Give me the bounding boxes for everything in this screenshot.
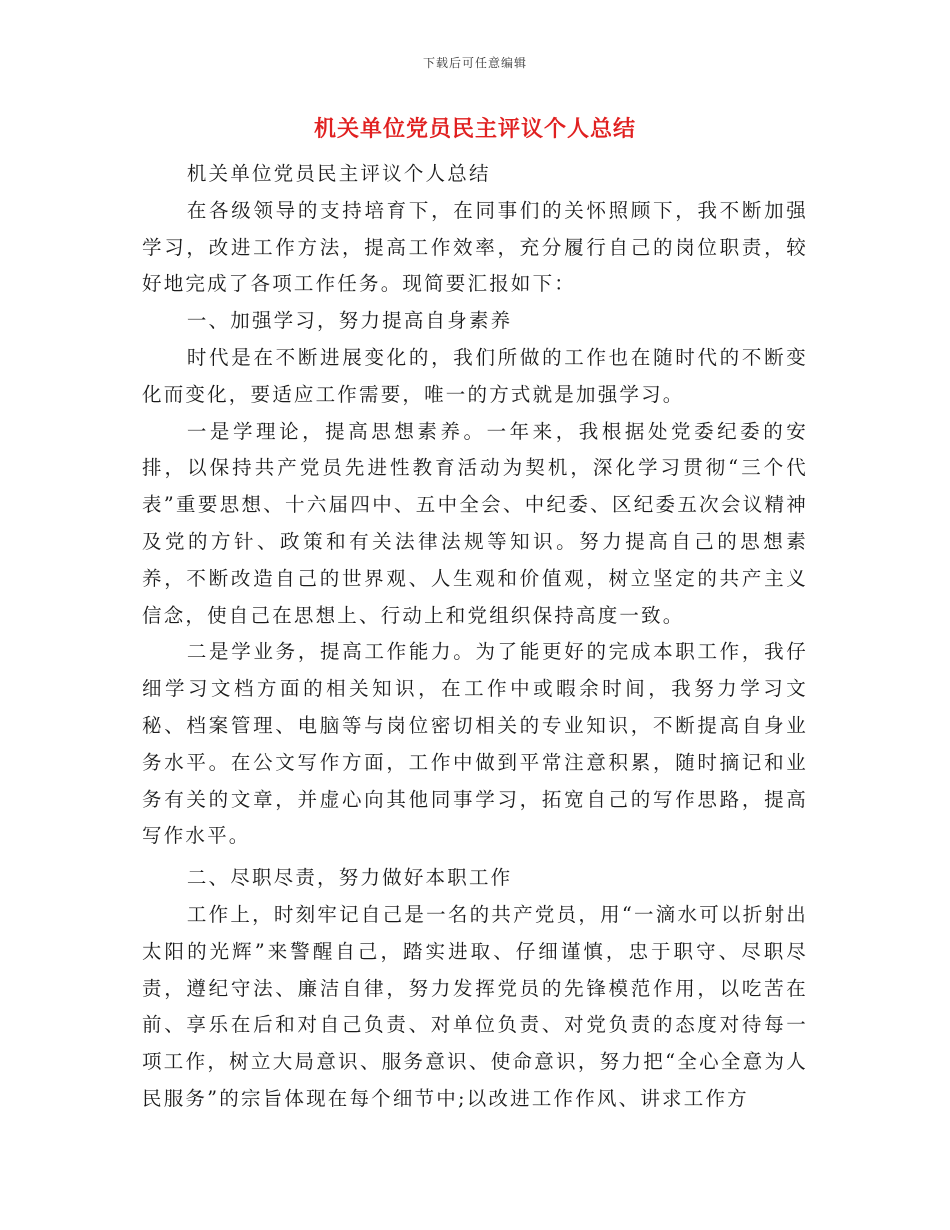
paragraph: 一是学理论，提高思想素养。一年来，我根据处党委纪委的安排，以保持共产党员先进性教育活动为契机，深化学习贯彻“三个代表”重要思想、十六届四中、五中全会、中纪委、区纪委五次会议精神及党的方针、政策和有关法律法规等知识。努力提高自己的思想素养，不断改造自己的世界观、人生观和价值观，树立坚定的共产主义信念，使自己在思想上、行动上和党组织保持高度一致。 (142, 419, 808, 627)
section-heading-2: 二、尽职尽责，努力做好本职工作 (186, 866, 513, 890)
paragraph: 工作上，时刻牢记自己是一名的共产党员，用“一滴水可以折射出太阳的光辉”来警醒自己，踏实进取、仔细谨慎，忠于职守、尽职尽责，遵纪守法、廉洁自律，努力发挥党员的先锋模范作用，以吃苦在前、享乐在后和对自己负责、对单位负责、对党负责的态度对待每一项工作，树立大局意识、服务意识、使命意识，努力把“全心全意为人民服务”的宗旨体现在每个细节中;以改进工作作风、讲求工作方 (142, 902, 808, 1110)
section-heading-1: 一、加强学习，努力提高自身素养 (186, 309, 513, 333)
paragraph-intro: 在各级领导的支持培育下，在同事们的关怀照顾下，我不断加强学习，改进工作方法，提高工作效率，充分履行自己的岗位职责，较好地完成了各项工作任务。现简要汇报如下： (142, 198, 808, 296)
document-body (142, 156, 808, 1118)
paragraph: 二是学业务，提高工作能力。为了能更好的完成本职工作，我仔细学习文档方面的相关知识，在工作中或暇余时间，我努力学习文秘、档案管理、电脑等与岗位密切相关的专业知识，不断提高自身业务水平。在公文写作方面，工作中做到平常注意积累，随时摘记和业务有关的文章，并虚心向其他同事学习，拓宽自己的写作思路，提高写作水平。 (142, 640, 808, 848)
paragraph-subtitle: 机关单位党员民主评议个人总结 (186, 162, 491, 185)
paragraph: 时代是在不断进展变化的，我们所做的工作也在随时代的不断变化而变化，要适应工作需要，唯一的方式就是加强学习。 (142, 345, 808, 406)
header-note: 下载后可任意编辑 (422, 56, 527, 70)
document-title: 机关单位党员民主评议个人总结 (313, 116, 636, 142)
